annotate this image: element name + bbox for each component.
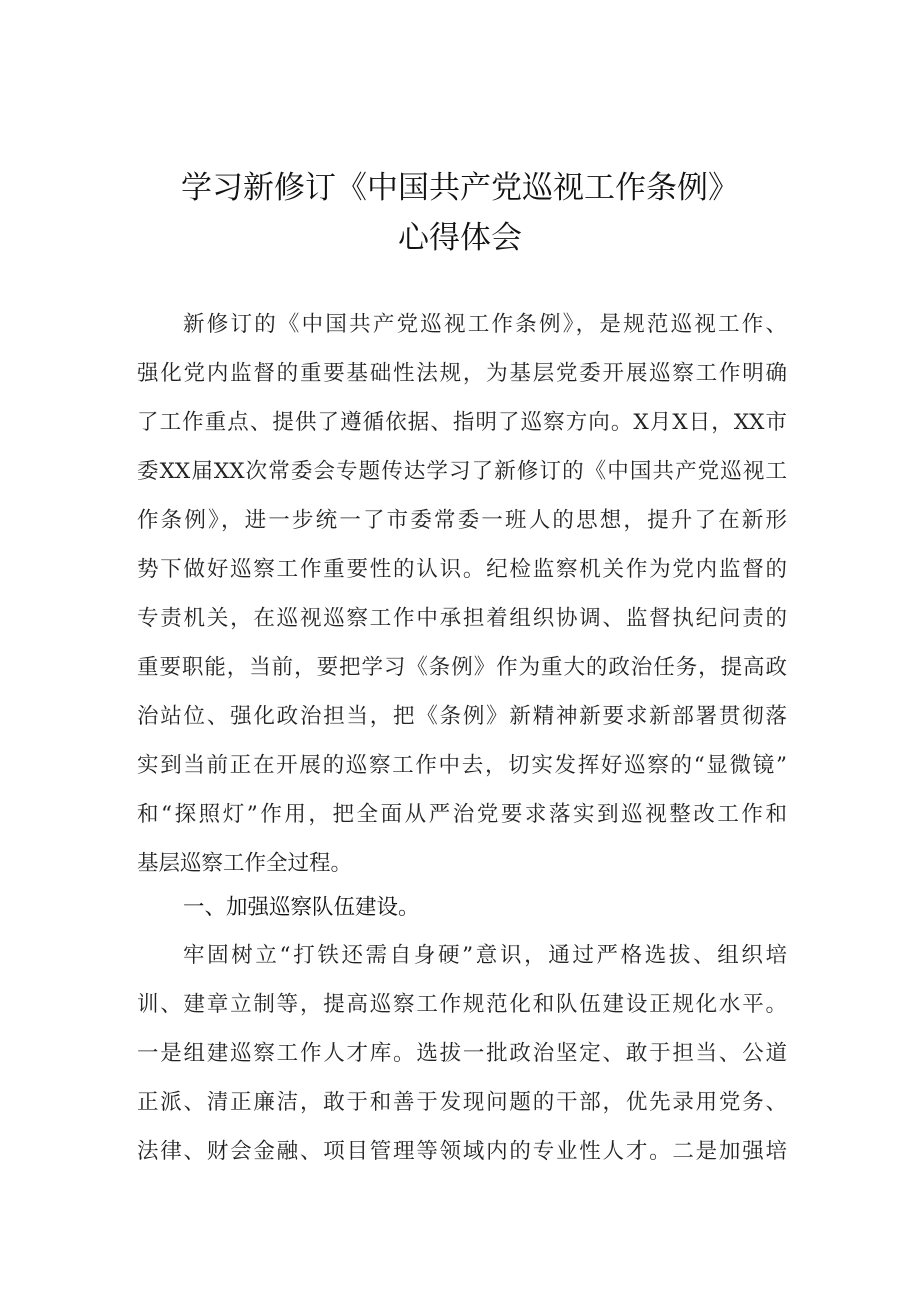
paragraph-line: 牢固树立“打铁还需自身硬”意识，通过严格选拔、组织培 bbox=[183, 943, 787, 968]
paragraph-line: 基层巡察工作全过程。 bbox=[137, 851, 353, 876]
paragraph-line: 法律、财会金融、项目管理等领域内的专业性人才。二是加强培 bbox=[137, 1139, 787, 1164]
paragraph-line: 实到当前正在开展的巡察工作中去，切实发挥好巡察的“显微镜” bbox=[137, 753, 787, 778]
paragraph-line: 作条例》，进一步统一了市委常委一班人的思想，提升了在新形 bbox=[137, 508, 787, 533]
paragraph-line: 强化党内监督的重要基础性法规，为基层党委开展巡察工作明确 bbox=[137, 361, 787, 386]
paragraph-line: 了工作重点、提供了遵循依据、指明了巡察方向。X月X日，XX市 bbox=[137, 410, 787, 435]
document-title-line-1: 学习新修订《中国共产党巡视工作条例》 bbox=[181, 170, 739, 206]
paragraph-line: 治站位、强化政治担当，把《条例》新精神新要求新部署贯彻落 bbox=[137, 704, 787, 729]
paragraph-line: 专责机关，在巡视巡察工作中承担着组织协调、监督执纪问责的 bbox=[137, 606, 787, 631]
paragraph-line: 重要职能，当前，要把学习《条例》作为重大的政治任务，提高政 bbox=[137, 655, 787, 680]
paragraph-line: 委XX届XX次常委会专题传达学习了新修订的《中国共产党巡视工 bbox=[137, 459, 787, 484]
document-title-line-2: 心得体会 bbox=[398, 220, 522, 256]
paragraph-line: 势下做好巡察工作重要性的认识。纪检监察机关作为党内监督的 bbox=[137, 557, 787, 582]
section-heading: 一、加强巡察队伍建设。 bbox=[183, 895, 420, 920]
paragraph-line: 和“探照灯”作用，把全面从严治党要求落实到巡视整改工作和 bbox=[137, 802, 787, 827]
paragraph-line: 训、建章立制等，提高巡察工作规范化和队伍建设正规化水平。 bbox=[137, 992, 787, 1017]
paragraph-line: 正派、清正廉洁，敢于和善于发现问题的干部，优先录用党务、 bbox=[137, 1090, 787, 1115]
paragraph-line: 一是组建巡察工作人才库。选拔一批政治坚定、敢于担当、公道 bbox=[137, 1041, 787, 1066]
paragraph-line: 新修订的《中国共产党巡视工作条例》，是规范巡视工作、 bbox=[183, 312, 787, 337]
